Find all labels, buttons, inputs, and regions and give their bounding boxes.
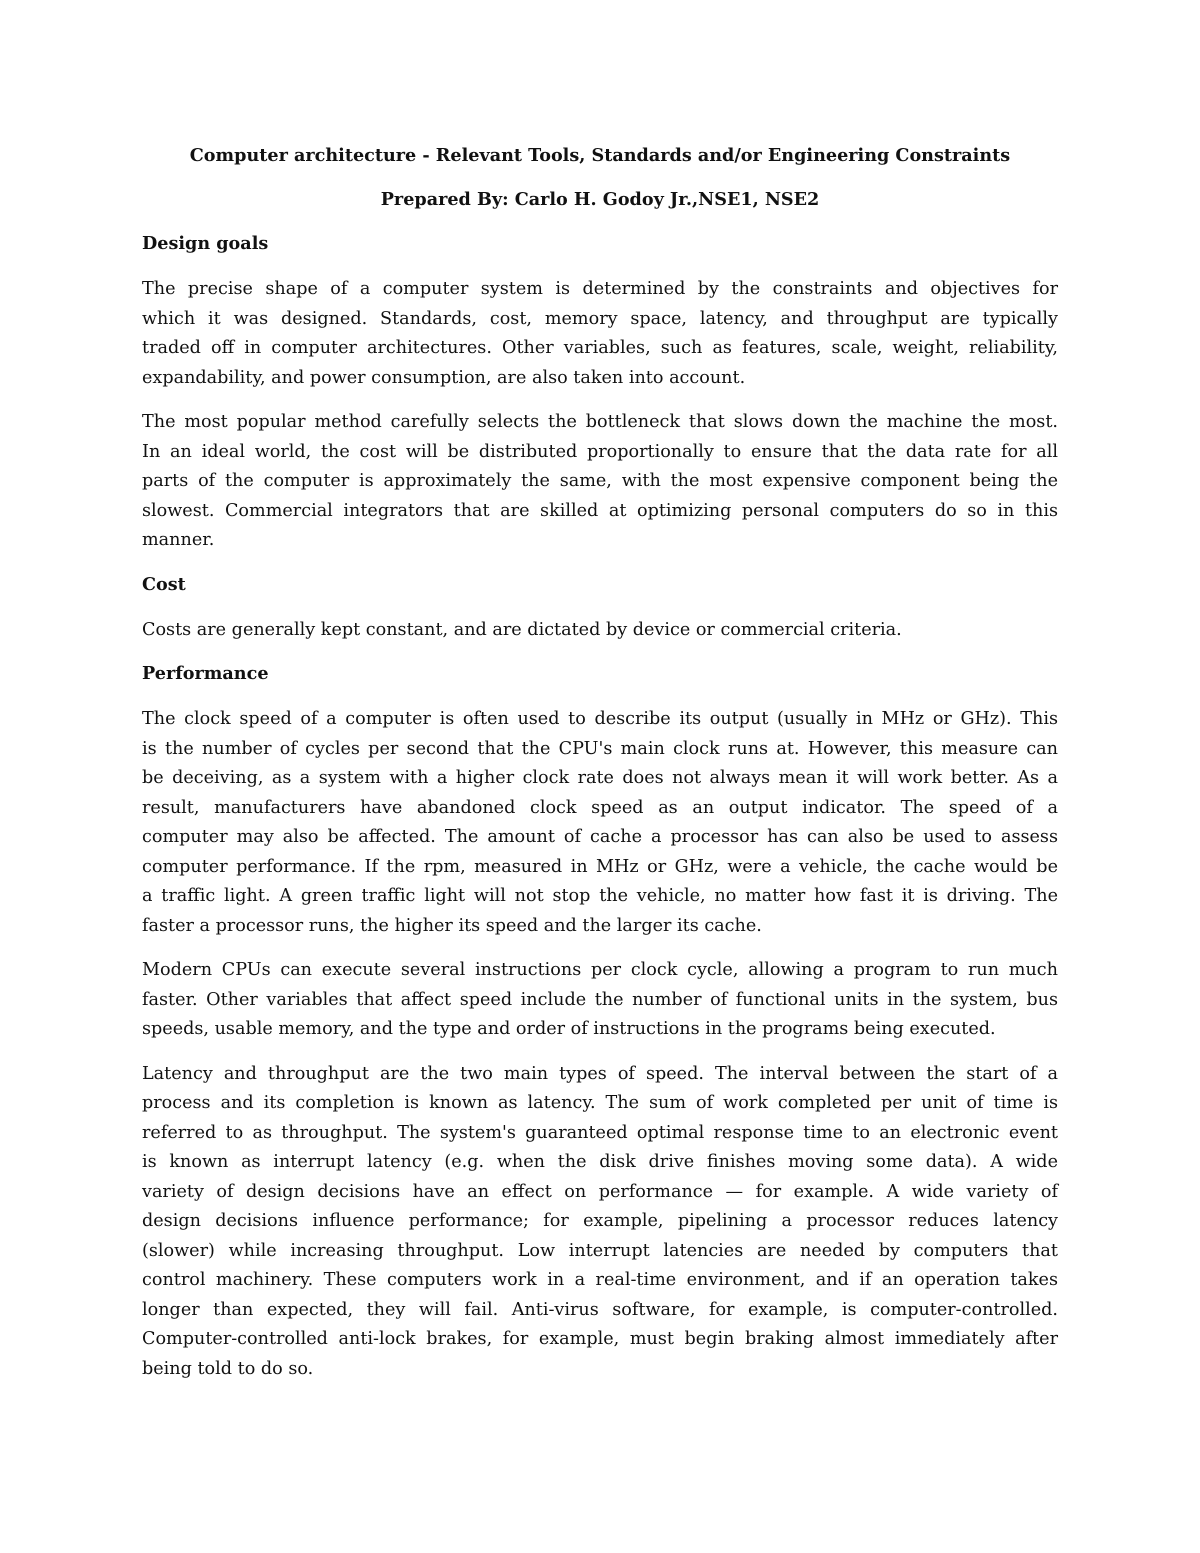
paragraph (142, 616, 1058, 646)
text-line: variety of design decisions have an effect on performance — for example. A wide variety of (142, 1181, 1058, 1202)
text-line: being told to do so. (142, 1358, 314, 1379)
text-line: be deceiving, as a system with a higher clock rate does not always mean it will work better. As a (142, 768, 1058, 788)
text-line: Costs are generally kept constant, and are dictated by device or commercial criteria. (142, 619, 902, 640)
section-performance (142, 659, 1058, 1384)
text-line: Computer-controlled anti-lock brakes, for example, must begin braking almost immediately after (142, 1329, 1058, 1349)
text-line: parts of the computer is approximately the same, with the most expensive component being the (142, 471, 1058, 491)
text-line: In an ideal world, the cost will be distributed proportionally to ensure that the data rate for all (142, 441, 1058, 462)
paragraph (142, 275, 1058, 393)
document-title: Computer architecture - Relevant Tools, Standards and/or Engineering Constraints (189, 145, 1011, 166)
section-heading: Design goals (142, 233, 269, 254)
text-line: which it was designed. Standards, cost, memory space, latency, and throughput are typically (142, 308, 1058, 329)
text-line: slowest. Commercial integrators that are skilled at optimizing personal computers do so in this (142, 500, 1058, 521)
text-line: referred to as throughput. The system's guaranteed optimal response time to an electronic event (142, 1122, 1058, 1143)
paragraph (142, 956, 1058, 1045)
text-line: design decisions influence performance; for example, pipelining a processor reduces latency (142, 1211, 1058, 1231)
document-body (142, 141, 1058, 1384)
text-line: is the number of cycles per second that the CPU's main clock runs at. However, this measure can (142, 738, 1058, 759)
text-line: manner. (142, 530, 215, 550)
text-line: control machinery. These computers work in a real-time environment, and if an operation takes (142, 1270, 1058, 1290)
paragraph (142, 408, 1058, 556)
text-line: (slower) while increasing throughput. Low interrupt latencies are needed by computers that (142, 1240, 1058, 1261)
text-line: longer than expected, they will fail. Anti-virus software, for example, is computer-controlled. (142, 1299, 1058, 1320)
text-line: The most popular method carefully selects the bottleneck that slows down the machine the most. (142, 412, 1058, 432)
text-line: result, manufacturers have abandoned clock speed as an output indicator. The speed of a (142, 797, 1058, 818)
text-line: speeds, usable memory, and the type and order of instructions in the programs being executed. (142, 1019, 996, 1039)
text-line: a traffic light. A green traffic light will not stop the vehicle, no matter how fast it is driving. The (142, 886, 1058, 906)
section-heading: Performance (142, 663, 269, 684)
section-cost (142, 570, 1058, 646)
text-line: is known as interrupt latency (e.g. when the disk drive finishes moving some data). A wide (142, 1152, 1058, 1172)
text-line: faster a processor runs, the higher its speed and the larger its cache. (142, 915, 762, 936)
section-design-goals (142, 229, 1058, 556)
text-line: Latency and throughput are the two main types of speed. The interval between the start of a (142, 1063, 1058, 1084)
text-line: faster. Other variables that affect speed include the number of functional units in the system, bus (142, 989, 1058, 1010)
text-line: computer performance. If the rpm, measured in MHz or GHz, were a vehicle, the cache would be (142, 856, 1058, 877)
text-line: The precise shape of a computer system is determined by the constraints and objectives for (142, 279, 1058, 299)
text-line: expandability, and power consumption, are also taken into account. (142, 367, 746, 388)
text-line: computer may also be affected. The amount of cache a processor has can also be used to assess (142, 827, 1058, 847)
text-line: process and its completion is known as latency. The sum of work completed per unit of time is (142, 1093, 1058, 1113)
text-line: traded off in computer architectures. Other variables, such as features, scale, weight, reliability, (142, 338, 1058, 358)
paragraph (142, 1060, 1058, 1385)
text-line: The clock speed of a computer is often used to describe its output (usually in MHz or GHz). This (142, 709, 1058, 729)
author-line: Prepared By: Carlo H. Godoy Jr.,NSE1, NSE2 (380, 189, 820, 210)
paragraph (142, 705, 1058, 941)
text-line: Modern CPUs can execute several instructions per clock cycle, allowing a program to run much (142, 960, 1058, 980)
section-heading: Cost (142, 573, 186, 595)
